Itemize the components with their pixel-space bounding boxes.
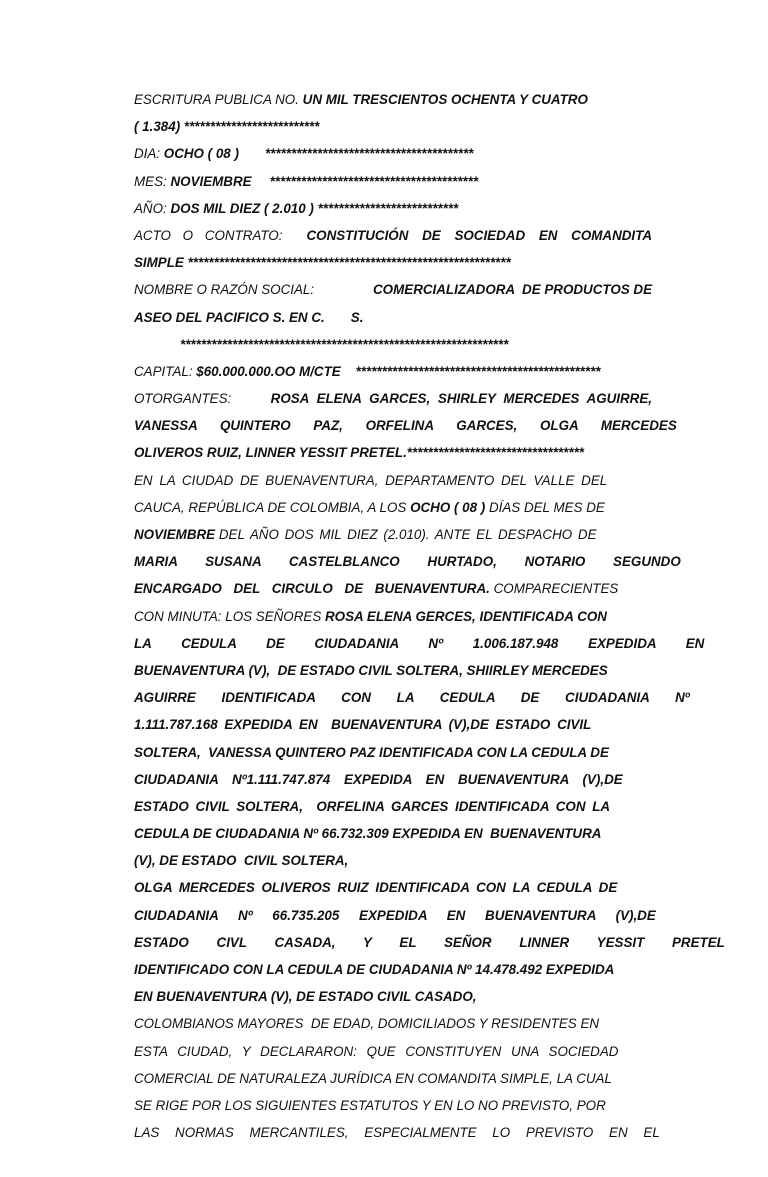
body-line: CIUDADANIA Nº 66.735.205 EXPEDIDA EN BUENAVENTURA (V),DE xyxy=(134,907,656,923)
capital-line: CAPITAL: $60.000.000.OO M/CTE *********************************************** xyxy=(134,363,601,379)
deed-number-digits: ( 1.384) ************************** xyxy=(134,119,320,135)
body-line: LA CEDULA DE CIUDADANIA Nº 1.006.187.948 EXPEDIDA EN xyxy=(134,635,705,651)
deed-number-line xyxy=(134,86,652,113)
body-line: CEDULA DE CIUDADANIA Nº 66.732.309 EXPEDIDA EN BUENAVENTURA xyxy=(134,826,602,842)
body-line: EN BUENAVENTURA (V), DE ESTADO CIVIL CASADO, xyxy=(134,989,477,1005)
body-line: COMERCIAL DE NATURALEZA JURÍDICA EN COMANDITA SIMPLE, LA CUAL xyxy=(134,1070,612,1086)
month-value: NOVIEMBRE xyxy=(170,173,252,189)
contract-type-cont: SIMPLE ************************************************************** xyxy=(134,255,511,271)
document-page xyxy=(134,86,725,1146)
body-line: IDENTIFICADO CON LA CEDULA DE CIUDADANIA Nº 14.478.492 EXPEDIDA xyxy=(134,962,615,977)
separator-line: *************************************************************** xyxy=(180,336,509,352)
body-line: AGUIRRE IDENTIFICADA CON LA CEDULA DE CIUDADANIA Nº xyxy=(134,690,690,706)
body-line: NOVIEMBRE DEL AÑO DOS MIL DIEZ (2.010). ANTE EL DESPACHO DE xyxy=(134,527,597,542)
deed-number: UN MIL TRESCIENTOS OCHENTA Y CUATRO xyxy=(302,92,588,107)
body-line: EN LA CIUDAD DE BUENAVENTURA, DEPARTAMENTO DEL VALLE DEL xyxy=(134,472,608,488)
body-line: 1.111.787.168 EXPEDIDA EN BUENAVENTURA (V),DE ESTADO CIVIL xyxy=(134,717,592,733)
grantors-line: OTORGANTES: ROSA ELENA GARCES, SHIRLEY MERCEDES AGUIRRE, xyxy=(134,385,652,412)
body-line: SE RIGE POR LOS SIGUIENTES ESTATUTOS Y EN LO NO PREVISTO, POR xyxy=(134,1097,606,1113)
body-line: ESTADO CIVIL SOLTERA, ORFELINA GARCES IDENTIFICADA CON LA xyxy=(134,798,611,814)
company-name: COMERCIALIZADORA DE PRODUCTOS DE xyxy=(373,282,652,298)
contract-type: CONSTITUCIÓN DE SOCIEDAD EN COMANDITA xyxy=(306,227,652,243)
body-line: SOLTERA, VANESSA QUINTERO PAZ IDENTIFICADA CON LA CEDULA DE xyxy=(134,744,609,760)
grantors: ROSA ELENA GARCES, SHIRLEY MERCEDES AGUIRRE, xyxy=(270,391,652,407)
year-line: AÑO: DOS MIL DIEZ ( 2.010 ) *************************** xyxy=(134,200,459,216)
label-text: ESCRITURA PUBLICA NO. xyxy=(134,92,299,107)
month-line: MES: NOVIEMBRE **************************************** xyxy=(134,173,479,189)
grantors-cont-1: VANESSA QUINTERO PAZ, ORFELINA GARCES, OLGA MERCEDES xyxy=(134,418,677,434)
body-line: (V), DE ESTADO CIVIL SOLTERA, xyxy=(134,853,349,869)
day-value: OCHO ( 08 ) xyxy=(163,146,239,162)
body-line: LAS NORMAS MERCANTILES, ESPECIALMENTE LO PREVISTO EN EL xyxy=(134,1125,660,1141)
body-line: OLGA MERCEDES OLIVEROS RUIZ IDENTIFICADA CON LA CEDULA DE xyxy=(134,880,618,896)
capital-value: $60.000.000.OO M/CTE xyxy=(196,363,341,379)
year-value: DOS MIL DIEZ ( 2.010 ) *************************** xyxy=(170,200,459,216)
body-line: CAUCA, REPÚBLICA DE COLOMBIA, A LOS OCHO ( 08 ) DÍAS DEL MES DE xyxy=(134,499,605,515)
body-line: MARIA SUSANA CASTELBLANCO HURTADO, NOTARIO SEGUNDO xyxy=(134,554,681,570)
body-line: ESTA CIUDAD, Y DECLARARON: QUE CONSTITUYEN UNA SOCIEDAD xyxy=(134,1043,619,1059)
day-line: DIA: OCHO ( 08 ) **************************************** xyxy=(134,146,474,162)
company-name-cont: ASEO DEL PACIFICO S. EN C. S. xyxy=(134,309,364,325)
company-name-line: NOMBRE O RAZÓN SOCIAL: COMERCIALIZADORA DE PRODUCTOS DE xyxy=(134,276,652,303)
body-line: COLOMBIANOS MAYORES DE EDAD, DOMICILIADOS Y RESIDENTES EN xyxy=(134,1016,600,1032)
body-line: CON MINUTA: LOS SEÑORES ROSA ELENA GERCES, IDENTIFICADA CON xyxy=(134,608,607,624)
body-line: CIUDADANIA Nº1.111.747.874 EXPEDIDA EN BUENAVENTURA (V),DE xyxy=(134,771,623,787)
body-line: ENCARGADO DEL CIRCULO DE BUENAVENTURA. COMPARECIENTES xyxy=(134,581,619,597)
body-line: ESTADO CIVL CASADA, Y EL SEÑOR LINNER YESSIT PRETEL xyxy=(134,934,725,950)
contract-type-line: ACTO O CONTRATO: CONSTITUCIÓN DE SOCIEDAD EN COMANDITA xyxy=(134,222,652,249)
body-line: BUENAVENTURA (V), DE ESTADO CIVIL SOLTERA, SHIIRLEY MERCEDES xyxy=(134,662,608,678)
grantors-cont-2: OLIVEROS RUIZ, LINNER YESSIT PRETEL.********************************** xyxy=(134,445,584,461)
